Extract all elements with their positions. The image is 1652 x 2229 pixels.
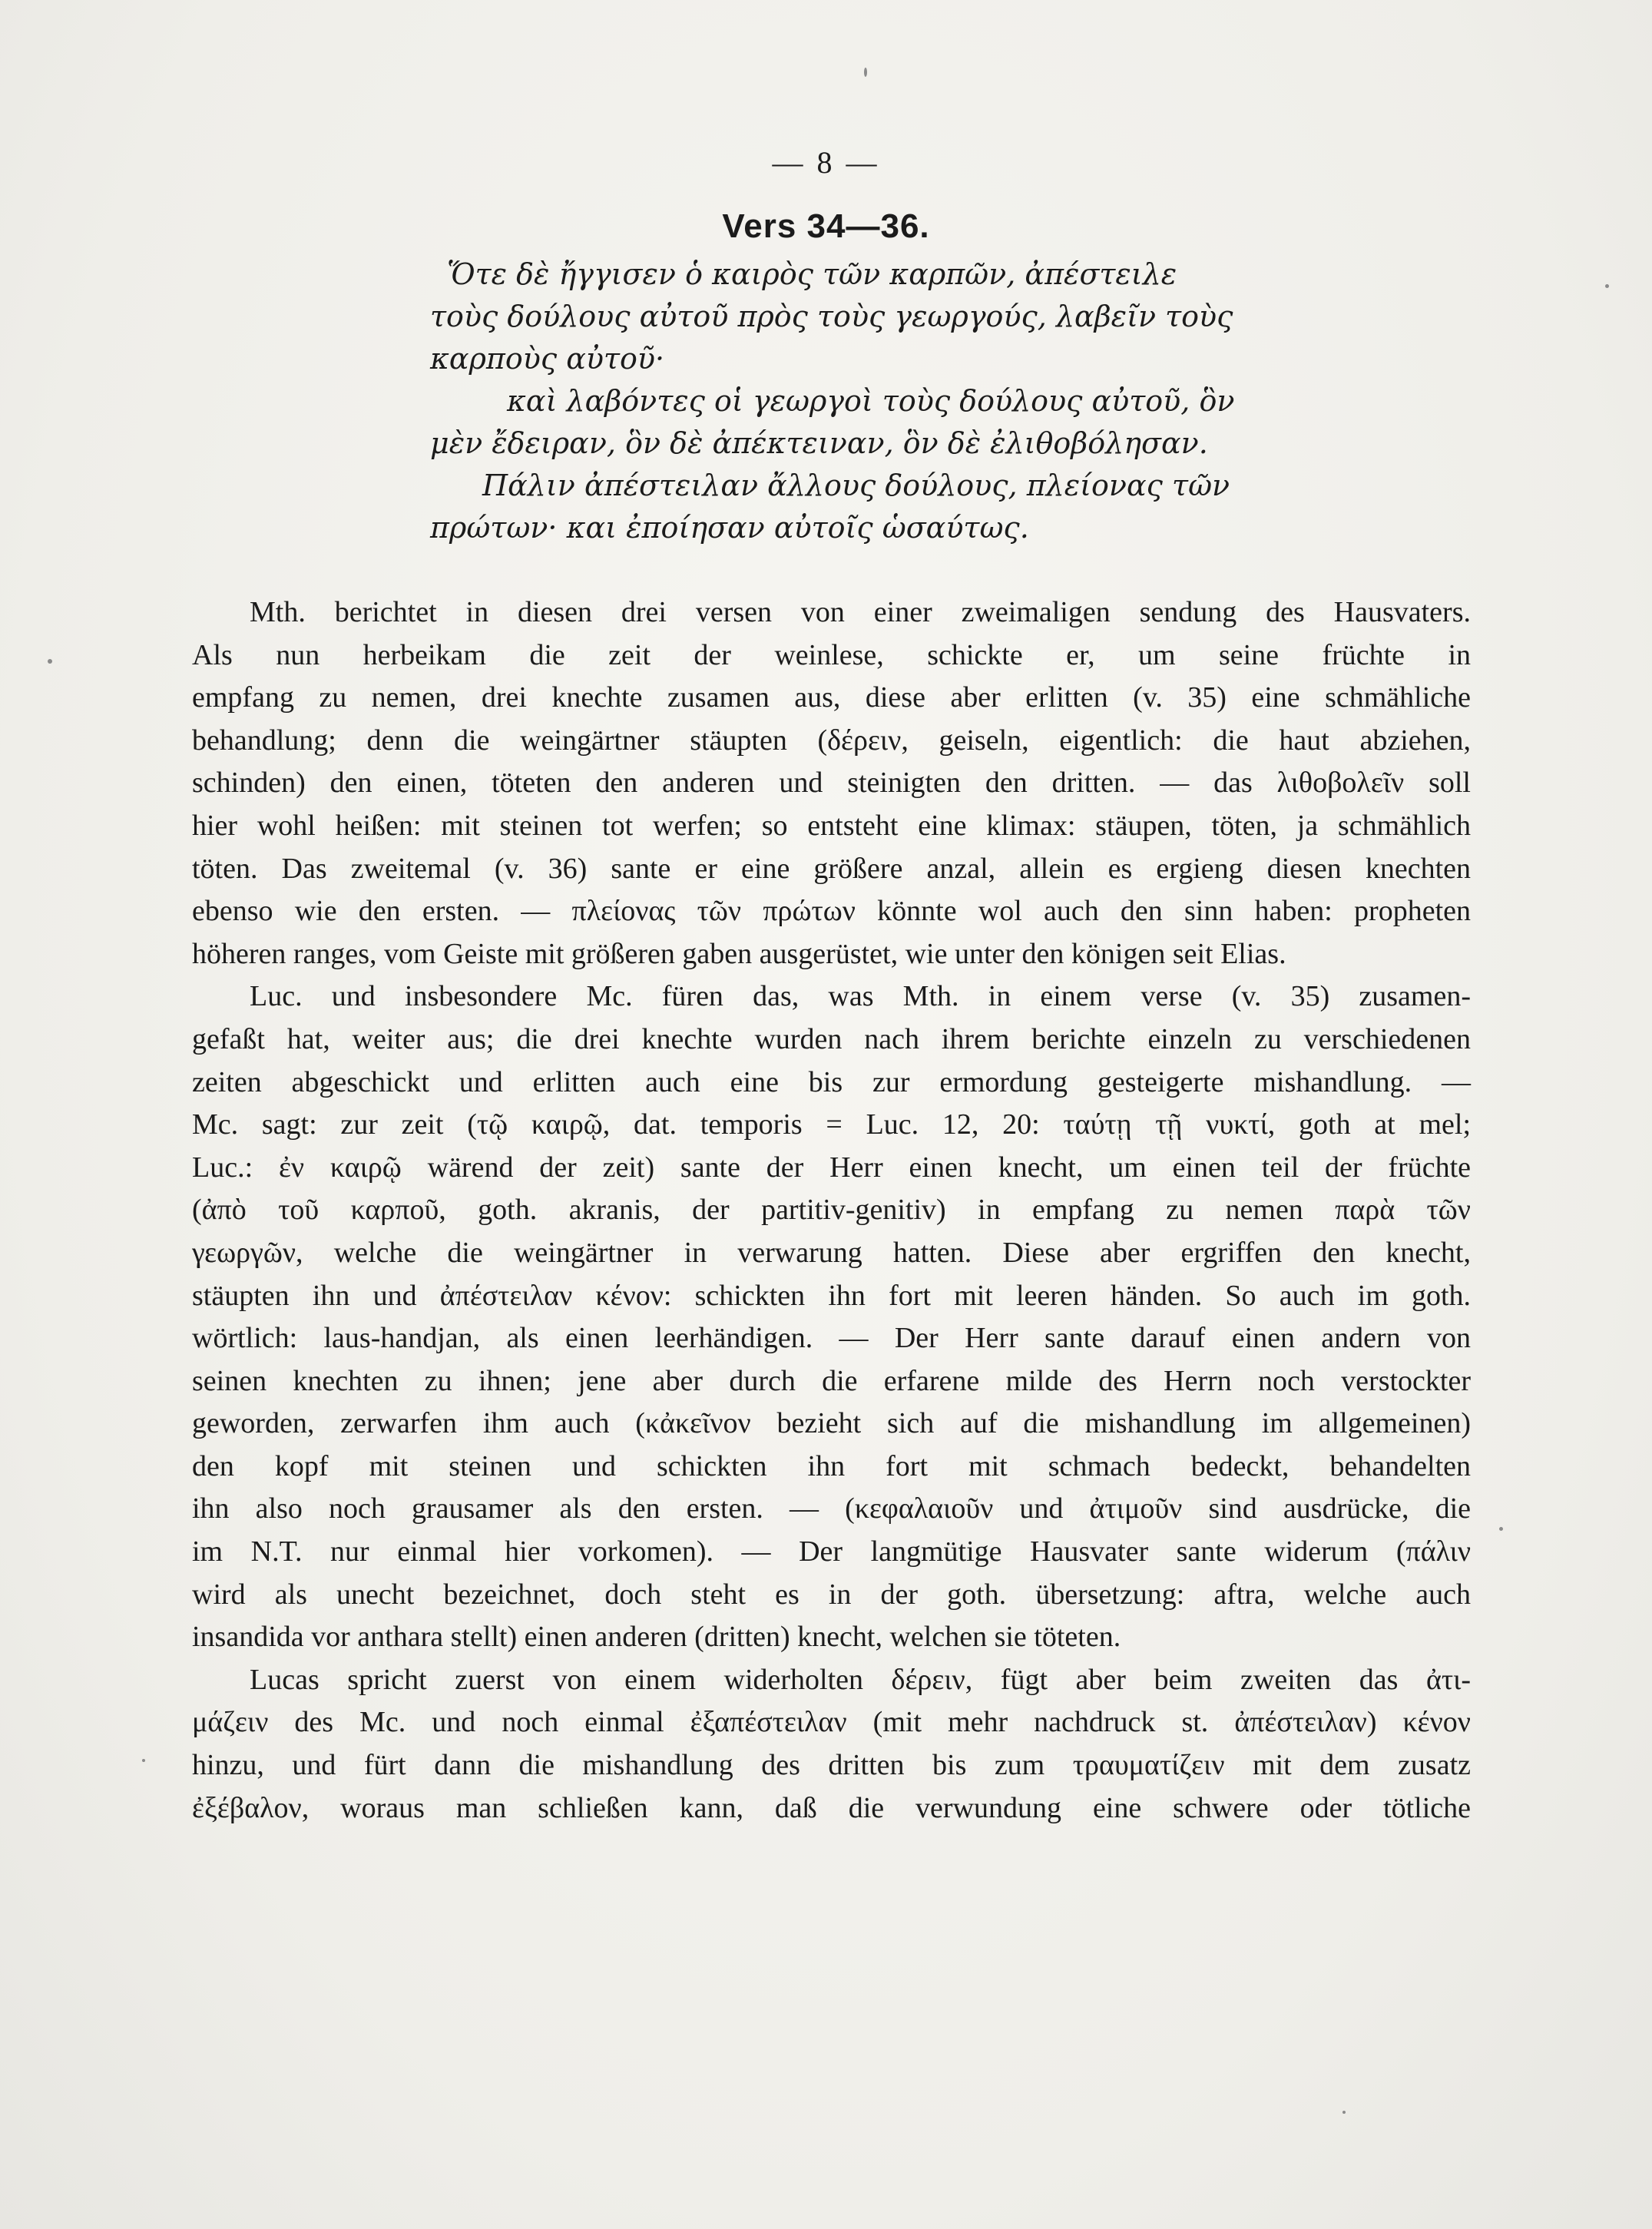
commentary-text [192,591,1471,1830]
text-line: Luc.: ἐν καιρῷ wärend der zeit) sante der Herr einen knecht, um einen teil der früchte [192,1151,1471,1184]
greek-line: καὶ λαβόντες οἱ γεωργοὶ τοὺς δούλους αὐτοῦ, ὃν [507,384,1235,418]
text-line: den kopf mit steinen und schickten ihn fort mit schmach bedeckt, behandelten [192,1449,1471,1482]
text-line: wird als unecht bezeichnet, doch steht es in der goth. übersetzung: aftra, welche auch [192,1578,1471,1611]
text-line: empfang zu nemen, drei knechte zusamen aus, diese aber erlitten (v. 35) eine schmähliche [192,681,1471,714]
text-line: schinden) den einen, töteten den anderen und steinigten den dritten. — das λιθοβολεῖν soll [192,767,1471,800]
text-line: wörtlich: laus-handjan, als einen leerhändigen. — Der Herr sante darauf einen andern von [192,1322,1471,1355]
paper-speck [48,659,52,664]
paper-speck [142,1759,145,1762]
text-line: gefaßt hat, weiter aus; die drei knechte wurden nach ihrem berichte einzeln zu verschiedenen [192,1022,1471,1055]
text-line: γεωργῶν, welche die weingärtner in verwarung hatten. Diese aber ergriffen den knecht, [192,1236,1471,1269]
text-line: geworden, zerwarfen ihm auch (κἀκεῖνον bezieht sich auf die mishandlung im allgemeinen) [192,1407,1471,1440]
text-line: seinen knechten zu ihnen; jene aber durch die erfarene milde des Herrn noch verstockter [192,1364,1471,1397]
text-line: ἐξέβαλον, woraus man schließen kann, daß die verwundung eine schwere oder tötliche [192,1791,1471,1824]
text-line: Als nun herbeikam die zeit der weinlese, schickte er, um seine früchte in [192,638,1471,671]
paper-speck [1342,2111,1346,2114]
text-line: zeiten abgeschickt und erlitten auch eine bis zur ermordung gesteigerte mishandlung. — [192,1065,1471,1098]
paper-speck [1605,284,1609,288]
page-number: — 8 — [772,145,880,180]
greek-line: μὲν ἔδειραν, ὃν δὲ ἀπέκτειναν, ὃν δὲ ἐλιθοβόλησαν. [430,426,1208,460]
text-line: Mc. sagt: zur zeit (τῷ καιρῷ, dat. temporis = Luc. 12, 20: ταύτῃ τῇ νυκτί, goth at mel; [192,1108,1471,1141]
text-line: töten. Das zweitemal (v. 36) sante er eine größere anzal, allein es ergieng diesen knechten [192,852,1471,885]
text-line: ebenso wie den ersten. — πλείονας τῶν πρώτων könnte wol auch den sinn haben: propheten [192,895,1471,928]
greek-verse-block [399,253,1505,549]
text-line: höheren ranges, vom Geiste mit größeren gaben ausgerüstet, wie unter den königen seit Elias. [192,937,1286,970]
text-line: Luc. und insbesondere Mc. füren das, was Mth. in einem verse (v. 35) zusamen- [250,980,1471,1013]
greek-line: τοὺς δούλους αὐτοῦ πρὸς τοὺς γεωργούς, λαβεῖν τοὺς [430,300,1233,333]
greek-line: Ὅτε δὲ ἤγγισεν ὁ καιρὸς τῶν καρπῶν, ἀπέστειλε [447,257,1177,291]
text-line: stäupten ihn und ἀπέστειλαν κένον: schickten ihn fort mit leeren händen. So auch im goth. [192,1279,1471,1312]
text-line: hinzu, und fürt dann die mishandlung des dritten bis zum τραυματίζειν mit dem zusatz [192,1749,1471,1782]
greek-line: πρώτων· και ἐποίησαν αὐτοῖς ὡσαύτως. [430,511,1029,545]
greek-line: Πάλιν ἀπέστειλαν ἄλλους δούλους, πλείονας τῶν [482,469,1230,502]
greek-line: καρποὺς αὐτοῦ· [430,342,665,376]
text-line: ihn also noch grausamer als den ersten. — (κεφαλαιοῦν und ἀτιμοῦν sind ausdrücke, die [192,1492,1471,1525]
text-line: Mth. berichtet in diesen drei versen von einer zweimaligen sendung des Hausvaters. [250,596,1471,628]
text-line: (ἀπὸ τοῦ καρποῦ, goth. akranis, der partitiv-genitiv) in empfang zu nemen παρὰ τῶν [192,1194,1471,1227]
section-heading: Vers 34—36. [722,207,930,245]
text-line: μάζειν des Mc. und noch einmal ἐξαπέστειλαν (mit mehr nachdruck st. ἀπέστειλαν) κένον [192,1706,1471,1739]
paper-speck [1499,1527,1503,1531]
paper-speck [864,68,867,77]
text-line: insandida vor anthara stellt) einen anderen (dritten) knecht, welchen sie töteten. [192,1621,1121,1654]
text-line: behandlung; denn die weingärtner stäupten (δέρειν, geiseln, eigentlich: die haut abziehen, [192,724,1471,757]
text-line: hier wohl heißen: mit steinen tot werfen; so entsteht eine klimax: stäupen, töten, ja schmählich [192,809,1471,842]
text-line: im N.T. nur einmal hier vorkomen). — Der langmütige Hausvater sante widerum (πάλιν [192,1535,1471,1568]
text-line: Lucas spricht zuerst von einem widerholten δέρειν, fügt aber beim zweiten das ἀτι- [250,1663,1471,1696]
